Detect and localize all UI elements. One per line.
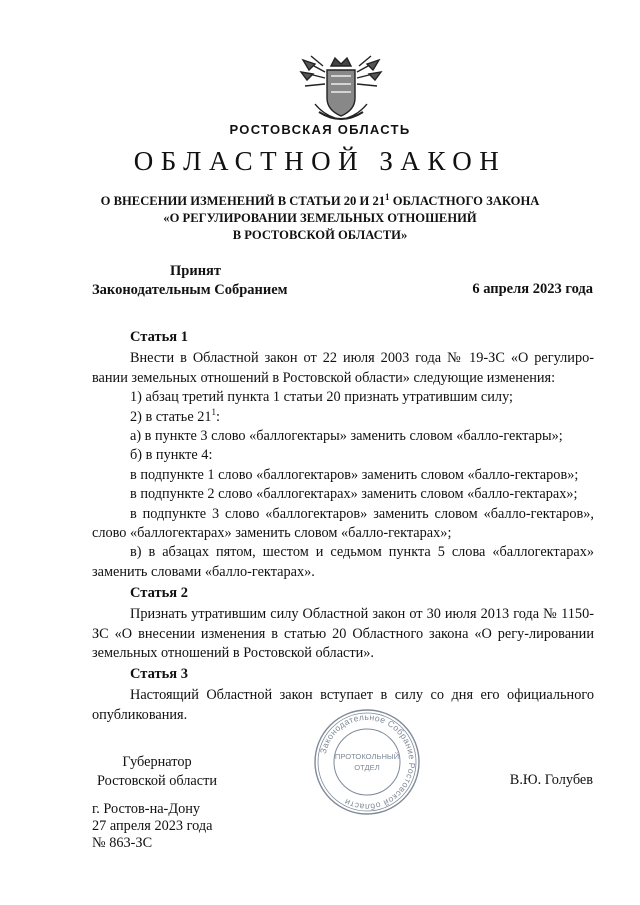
adoption-date: 6 апреля 2023 года xyxy=(472,281,593,297)
signatory-name: В.Ю. Голубев xyxy=(509,772,593,788)
article-paragraph: в подпункте 1 слово «баллогектаров» заменить словом «балло-гектаров»; xyxy=(130,466,579,483)
region-name: РОСТОВСКАЯ ОБЛАСТЬ xyxy=(229,122,411,137)
article-paragraph: б) в пункте 4: xyxy=(130,447,213,464)
signing-place-date xyxy=(92,801,213,852)
official-stamp xyxy=(313,708,421,816)
article-paragraph: в подпункте 2 слово «баллогектарах» заменить словом «балло-гектарах»; xyxy=(130,486,578,503)
signing-place: г. Ростов-на-Дону xyxy=(92,801,201,817)
position-title: Губернатор xyxy=(122,754,192,770)
stamp-inner-text-2: ОТДЕЛ xyxy=(354,763,380,772)
adopted-by: Законодательным Собранием xyxy=(92,282,288,298)
document-title: ОБЛАСТНОЙ ЗАКОН xyxy=(133,146,507,176)
subtitle-line-2: «О РЕГУЛИРОВАНИИ ЗЕМЕЛЬНЫХ ОТНОШЕНИЙ xyxy=(163,211,477,225)
subtitle-line-3: В РОСТОВСКОЙ ОБЛАСТИ» xyxy=(232,228,408,242)
article-paragraph: Настоящий Областной закон вступает в силу со дня его официального опубликования. xyxy=(92,687,594,723)
law-number: № 863-ЗС xyxy=(92,835,153,851)
article-heading: Статья 1 xyxy=(130,329,188,345)
article-paragraph: а) в пункте 3 слово «баллогектары» заменить словом «балло-гектары»; xyxy=(130,428,563,445)
signatory-position xyxy=(92,753,222,792)
stamp-inner-text-1: ПРОТОКОЛЬНЫЙ xyxy=(334,752,400,761)
article-paragraph: Признать утратившим силу Областной закон от 30 июля 2013 года № 1150-ЗС «О внесении изменения в статью 20 Областного закона «О регу-лировании земельных отношений в Ростовской области». xyxy=(92,606,594,662)
article-heading: Статья 2 xyxy=(130,585,188,601)
position-region: Ростовской области xyxy=(96,773,218,790)
adopted-label: Принят xyxy=(170,263,222,279)
article-heading: Статья 3 xyxy=(130,666,188,682)
article-paragraph: в) в абзацах пятом, шестом и седьмом пункта 5 слова «баллогектарах» заменить словами «балло-гектарах». xyxy=(92,544,594,580)
subtitle-line-1: О ВНЕСЕНИИ ИЗМЕНЕНИЙ В СТАТЬИ 20 И $21^1$ ОБЛАСТНОГО ЗАКОНА xyxy=(100,191,540,208)
article-paragraph: 2) в статье $21^1$: xyxy=(130,406,221,425)
article-paragraph: Внести в Областной закон от 22 июля 2003 года № 19-ЗС «О регулиро-вании земельных отношений в Ростовской области» следующие изменения: xyxy=(92,350,594,386)
stamp-outer-text: Законодательное Собрание Ростовской области xyxy=(317,711,418,813)
rostov-oblast-coat-of-arms-icon xyxy=(295,52,387,128)
signing-date: 27 апреля 2023 года xyxy=(92,818,213,834)
law-subtitle xyxy=(60,193,580,244)
article-paragraph: в подпункте 3 слово «баллогектаров» заменить словом «балло-гектаров», слово «баллогектарах» заменить словом «балло-гектарах»; xyxy=(92,505,594,542)
article-2 xyxy=(92,584,594,664)
adoption-block xyxy=(92,262,312,300)
article-1 xyxy=(92,328,594,582)
article-paragraph: 1) абзац третий пункта 1 статьи 20 признать утратившим силу; xyxy=(130,389,513,406)
